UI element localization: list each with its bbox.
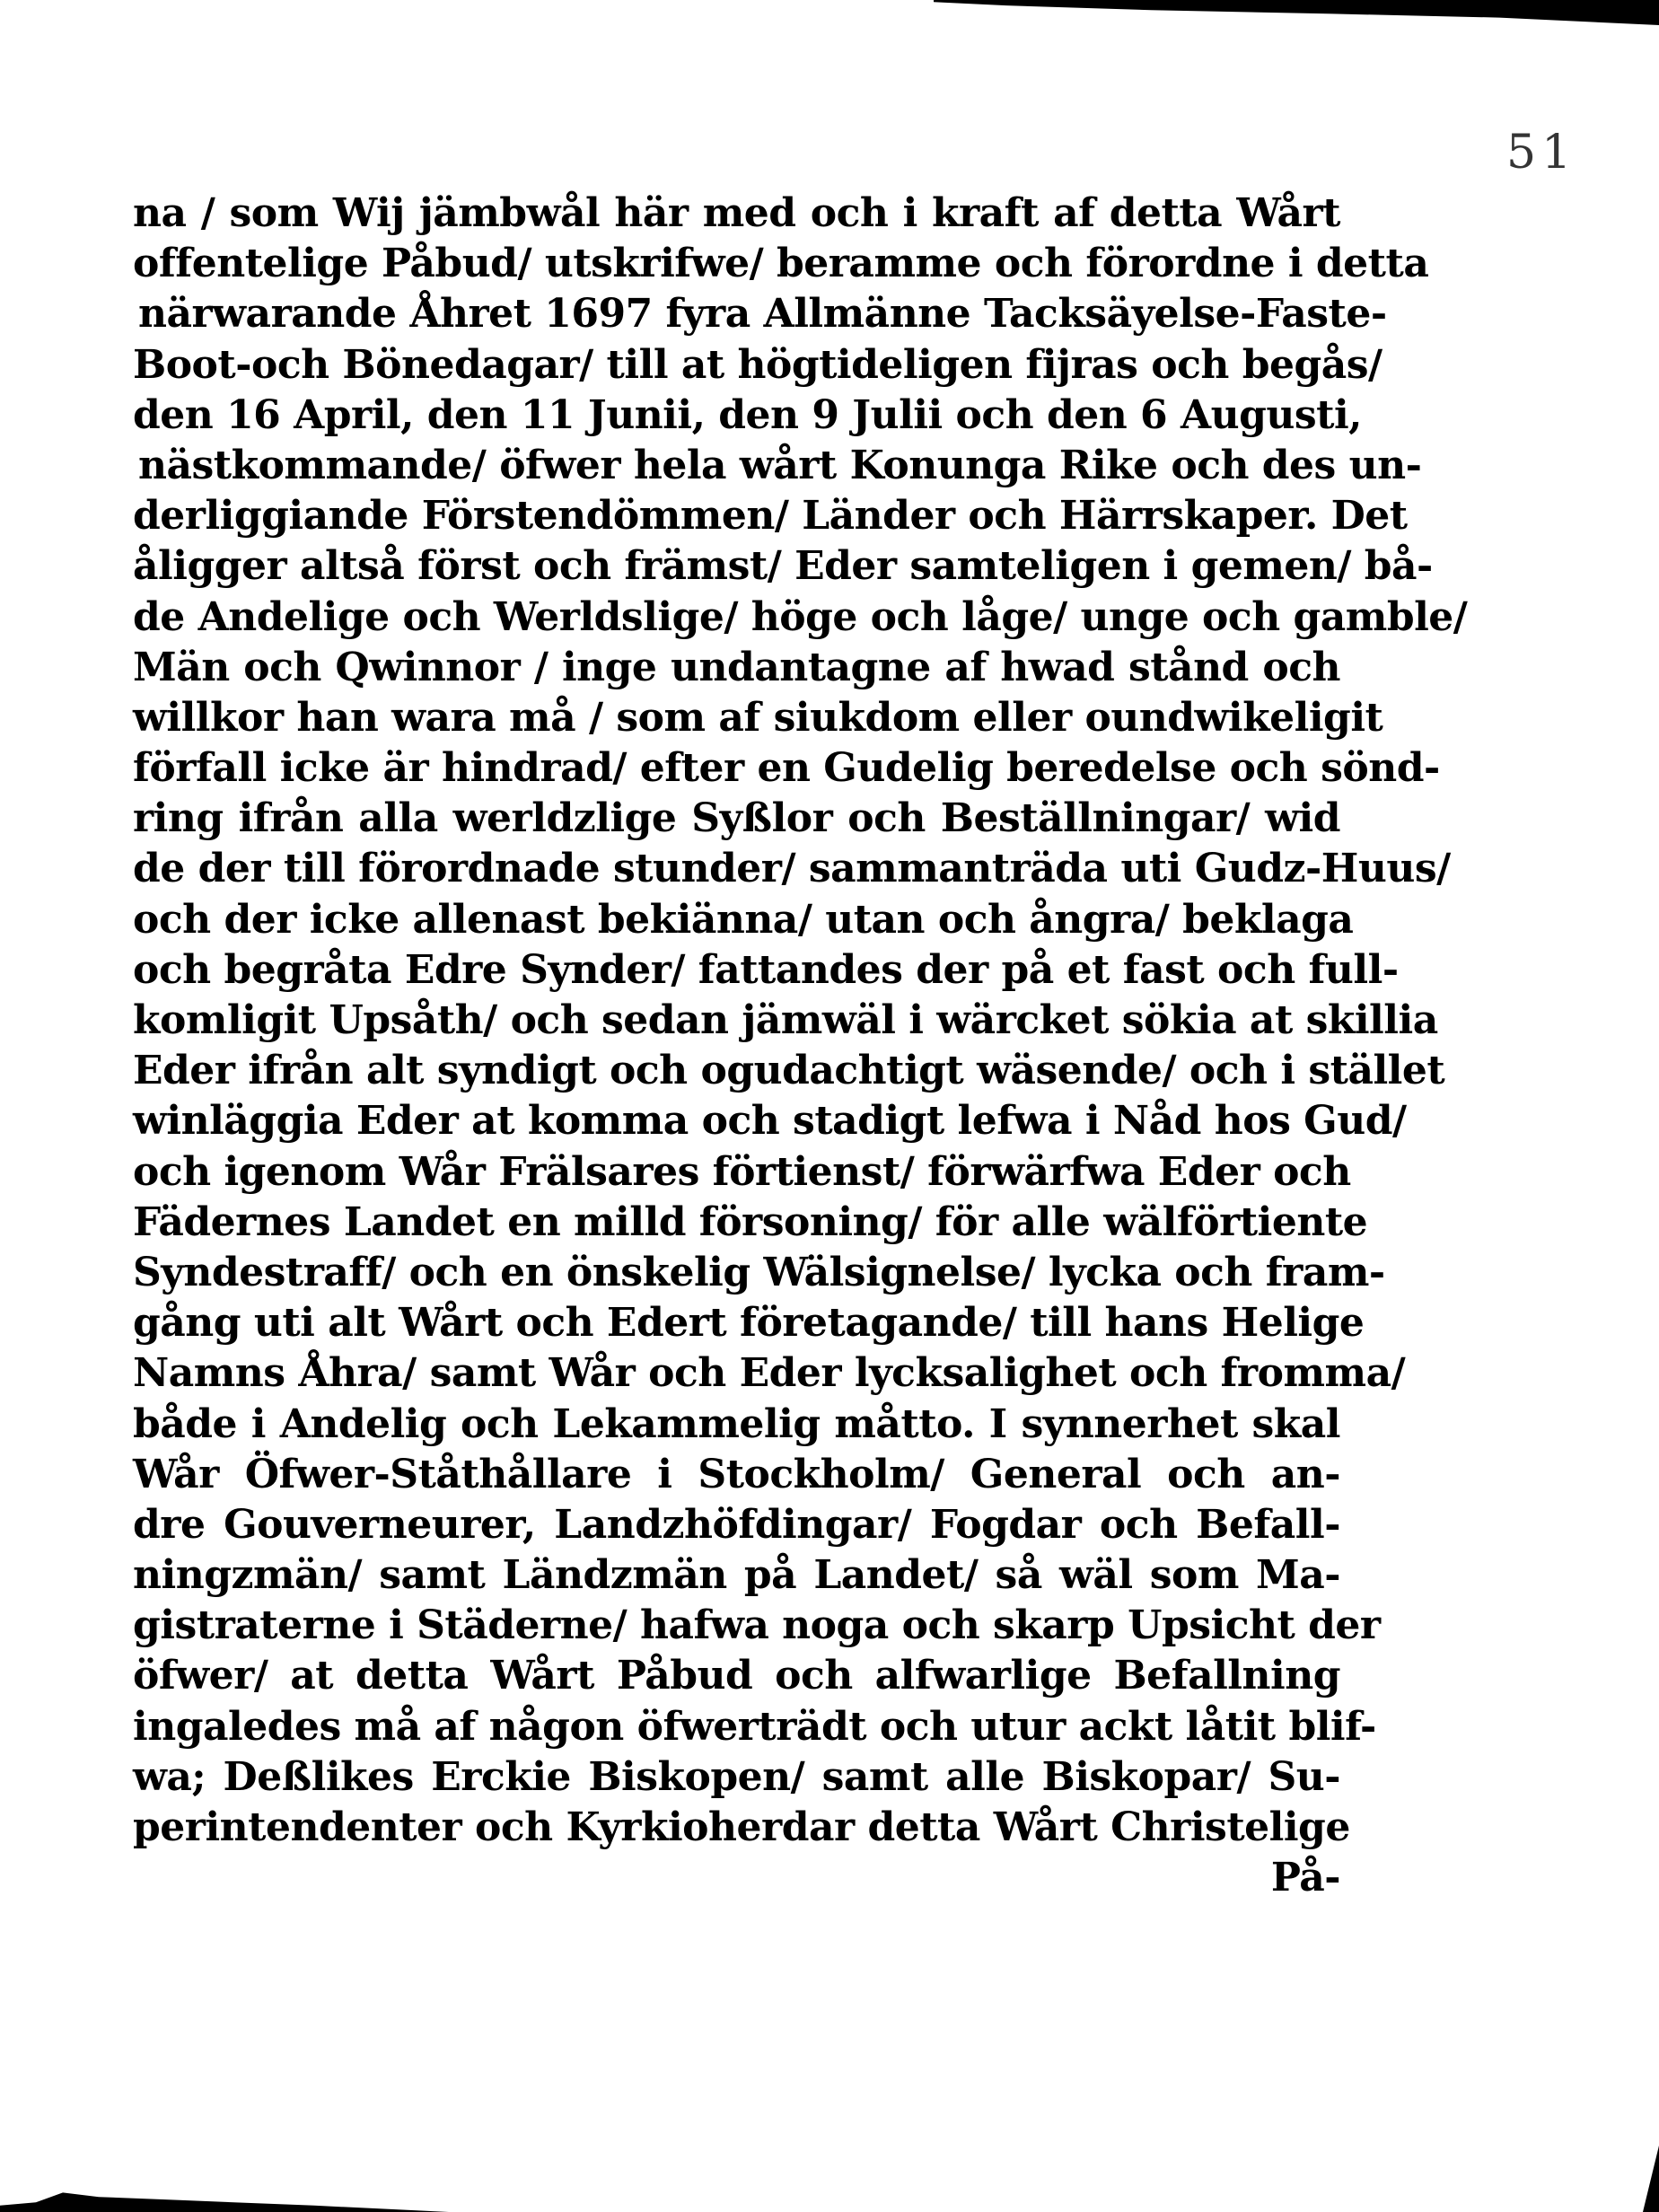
text-line: winläggia Eder at komma och stadigt lefwa i Nåd hos Gud/ — [133, 1098, 1407, 1145]
text-line: wa; Deßlikes Erckie Biskopen/ samt alle Biskopar/ Su- — [133, 1753, 1340, 1800]
text-line: Eder ifrån alt syndigt och ogudachtigt wäsende/ och i stället — [133, 1048, 1445, 1094]
scan-edge-bottom — [0, 2190, 449, 2212]
scan-edge-top — [934, 0, 1659, 25]
text-line: de Andelige och Werldslige/ höge och låge/ unge och gamble/ — [133, 593, 1468, 640]
text-line: Namns Åhra/ samt Wår och Eder lycksalighet och fromma/ — [133, 1350, 1406, 1397]
text-line: na / som Wij jämbwål här med och i kraft af detta Wårt — [133, 190, 1340, 236]
text-line: Boot-och Bönedagar/ till at högtideligen fijras och begås/ — [133, 341, 1382, 388]
text-line: komligit Upsåth/ och sedan jämwäl i wärcket sökia at skillia — [133, 997, 1438, 1043]
text-line: Fädernes Landet en milld försoning/ för alle wälförtiente — [133, 1198, 1368, 1245]
text-line: och igenom Wår Frälsares förtienst/ förwärfwa Eder och — [133, 1148, 1351, 1195]
text-line: Män och Qwinnor / inge undantagne af hwad stånd och — [133, 644, 1340, 690]
text-line: och begråta Edre Synder/ fattandes der på et fast och full- — [133, 946, 1399, 993]
text-line: ring ifrån alla werldzlige Syßlor och Beställningar/ wid — [133, 795, 1340, 842]
text-line: öfwer/ at detta Wårt Påbud och alfwarlige Befallning — [133, 1653, 1340, 1699]
scan-edge-corner — [1643, 2146, 1659, 2212]
text-line: de der till förordnade stunder/ sammanträda uti Gudz-Huus/ — [133, 846, 1451, 892]
text-line: och der icke allenast bekiänna/ utan och ångra/ beklaga — [133, 896, 1354, 943]
text-line: ningzmän/ samt Ländzmän på Landet/ så wäl som Ma- — [133, 1552, 1340, 1599]
text-line: både i Andelig och Lekammelig måtto. I synnerhet skal — [133, 1400, 1340, 1447]
text-line: förfall icke är hindrad/ efter en Gudelig beredelse och sönd- — [133, 745, 1440, 792]
text-line: åligger altså först och främst/ Eder samteligen i gemen/ bå- — [133, 543, 1433, 590]
text-line: gång uti alt Wårt och Edert företagande/ till hans Helige — [133, 1300, 1365, 1347]
page-number: 51 — [1506, 126, 1577, 180]
text-line: dre Gouverneurer, Landzhöfdingar/ Fogdar och Befall- — [133, 1501, 1340, 1548]
text-line: den 16 April, den 11 Junii, den 9 Julii och den 6 Augusti, — [133, 391, 1362, 438]
text-line: gistraterne i Städerne/ hafwa noga och skarp Upsicht der — [133, 1602, 1381, 1649]
text-line: willkor han wara må / som af siukdom eller oundwikeligit — [133, 694, 1383, 741]
text-line: nästkommande/ öfwer hela wårt Konunga Rike och des un- — [138, 442, 1422, 488]
text-line: derliggiande Förstendömmen/ Länder och Härrskaper. Det — [133, 493, 1408, 540]
text-line: Syndestraff/ och en önskelig Wälsignelse/ lycka och fram- — [133, 1249, 1385, 1295]
text-line: ingaledes må af någon öfwerträdt och utur ackt låtit blif- — [133, 1703, 1376, 1750]
body-text — [133, 189, 1468, 1903]
catchword: På- — [1270, 1855, 1340, 1901]
text-line: närwarande Åhret 1697 fyra Allmänne Tacksäyelse-Faste- — [138, 291, 1387, 338]
text-line: offentelige Påbud/ utskrifwe/ beramme och förordne i detta — [133, 241, 1429, 287]
text-line: perintendenter och Kyrkioherdar detta Wårt Christelige — [133, 1804, 1350, 1850]
text-line: Wår Öfwer-Ståthållare i Stockholm/ General och an- — [133, 1451, 1340, 1497]
